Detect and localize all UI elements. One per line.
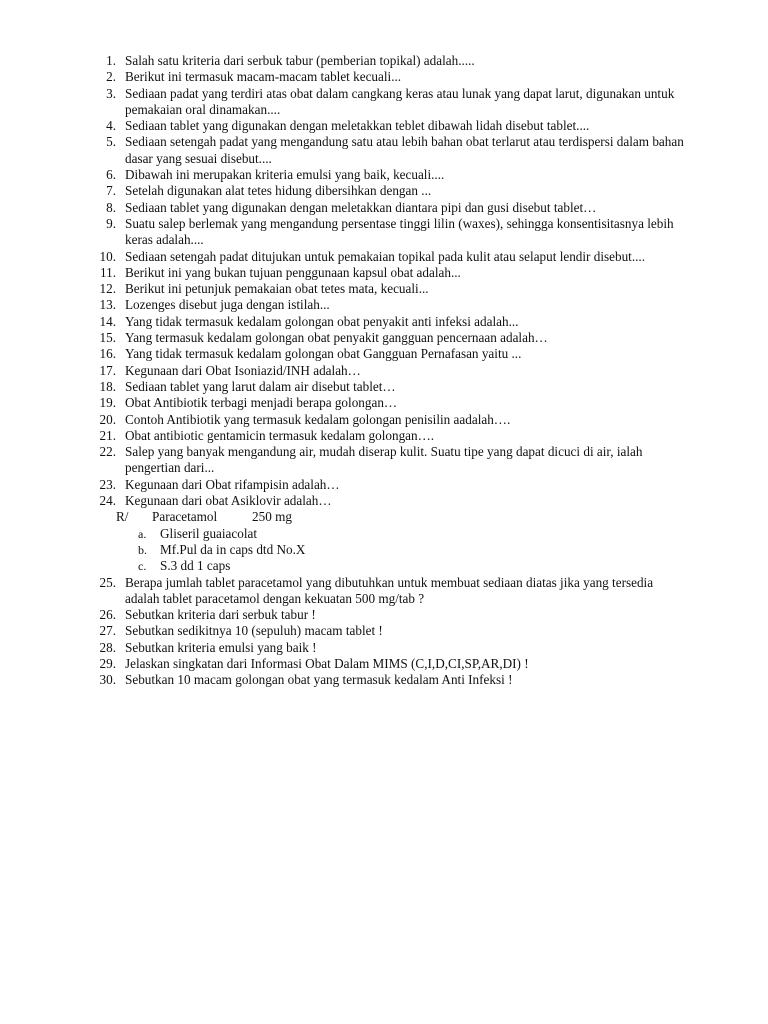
question-text: Sediaan tablet yang digunakan dengan meletakkan diantara pipi dan gusi disebut tablet… [125, 199, 597, 215]
question-number: 28. [99, 639, 116, 655]
question-number: 18. [99, 378, 116, 394]
question-item [86, 314, 686, 330]
prescription-option [138, 558, 686, 574]
question-item [86, 493, 686, 509]
question-text: Sebutkan kriteria emulsi yang baik ! [125, 639, 317, 655]
question-text: Sediaan padat yang terdiri atas obat dalam cangkang keras atau lunak yang dapat larut, digunakan untuk pemakaian oral dinamakan.... [125, 85, 675, 117]
question-number: 26. [99, 607, 116, 623]
question-number: 6. [106, 167, 116, 183]
question-text: Dibawah ini merupakan kriteria emulsi yang baik, kecuali.... [125, 167, 445, 183]
question-text: Kegunaan dari Obat Isoniazid/INH adalah… [125, 362, 361, 378]
option-text: S.3 dd 1 caps [160, 558, 231, 574]
question-item [86, 330, 686, 346]
question-text: Contoh Antibiotik yang termasuk kedalam golongan penisilin aadalah…. [125, 411, 511, 427]
question-text: Kegunaan dari obat Asiklovir adalah… [125, 493, 332, 509]
question-text: Sediaan setengah padat yang mengandung satu atau lebih bahan obat terlarut atau terdispersi dalam bahan dasar yang sesuai disebut.... [125, 134, 684, 166]
question-item [86, 118, 686, 134]
question-number: 25. [99, 574, 116, 590]
question-number: 12. [99, 281, 116, 297]
prescription-dose: 250 mg [252, 509, 292, 525]
option-letter: c. [138, 559, 147, 574]
question-text: Lozenges disebut juga dengan istilah... [125, 297, 330, 313]
question-list [86, 53, 686, 689]
question-item [86, 379, 686, 395]
question-item [86, 575, 686, 608]
question-number: 16. [99, 346, 116, 362]
question-item [86, 200, 686, 216]
question-item [86, 428, 686, 444]
question-number: 11. [100, 264, 116, 280]
option-text: Mf.Pul da in caps dtd No.X [160, 541, 306, 557]
prescription-drug: Paracetamol [152, 509, 218, 525]
question-number: 7. [106, 183, 116, 199]
rx-symbol: R/ [116, 509, 129, 525]
question-number: 21. [99, 427, 116, 443]
question-item [86, 297, 686, 313]
question-number: 2. [106, 69, 116, 85]
question-item [86, 216, 686, 249]
option-letter: a. [138, 526, 147, 541]
question-item [86, 134, 686, 167]
question-item [86, 412, 686, 428]
question-number: 22. [99, 444, 116, 460]
question-text: Sebutkan kriteria dari serbuk tabur ! [125, 607, 316, 623]
question-text: Sebutkan sedikitnya 10 (sepuluh) macam tablet ! [125, 623, 383, 639]
question-number: 14. [99, 313, 116, 329]
question-text: Berikut ini termasuk macam-macam tablet kecuali... [125, 69, 402, 85]
question-number: 4. [106, 118, 116, 134]
question-text: Berikut ini petunjuk pemakaian obat tetes mata, kecuali... [125, 281, 429, 297]
question-item [86, 53, 686, 69]
question-text: Suatu salep berlemak yang mengandung persentase tinggi lilin (waxes), sehingga konsentisitasnya lebih keras adalah.... [125, 215, 674, 248]
question-item [86, 395, 686, 411]
question-item [86, 477, 686, 493]
question-item [86, 69, 686, 85]
question-number: 30. [99, 672, 116, 688]
question-text: Sediaan setengah padat ditujukan untuk pemakaian topikal pada kulit atau selaput lendir disebut.... [125, 248, 646, 264]
question-text: Sebutkan 10 macam golongan obat yang termasuk kedalam Anti Infeksi ! [125, 672, 513, 688]
question-item [86, 86, 686, 119]
prescription-line [116, 509, 686, 525]
question-item [86, 167, 686, 183]
question-text: Setelah digunakan alat tetes hidung dibersihkan dengan ... [125, 183, 432, 199]
question-text: Obat Antibiotik terbagi menjadi berapa golongan… [125, 395, 398, 411]
question-text: Obat antibiotic gentamicin termasuk kedalam golongan…. [125, 427, 435, 443]
question-text: Berapa jumlah tablet paracetamol yang dibutuhkan untuk membuat sediaan diatas jika yang tersedia adalah tablet paracetamol dengan kekuatan 500 mg/tab ? [125, 574, 654, 606]
prescription-option [138, 526, 686, 542]
question-text: Sediaan tablet yang larut dalam air disebut tablet… [125, 378, 396, 394]
question-text: Salah satu kriteria dari serbuk tabur (pemberian topikal) adalah..... [125, 53, 475, 68]
question-text: Berikut ini yang bukan tujuan penggunaan kapsul obat adalah... [125, 264, 461, 280]
question-item [86, 363, 686, 379]
question-item [86, 640, 686, 656]
question-number: 13. [99, 297, 116, 313]
question-item [86, 281, 686, 297]
question-number: 9. [106, 215, 116, 231]
question-text: Yang tidak termasuk kedalam golongan obat Gangguan Pernafasan yaitu ... [125, 346, 522, 362]
question-item [86, 444, 686, 477]
question-number: 23. [99, 476, 116, 492]
prescription-option [138, 542, 686, 558]
question-number: 17. [99, 362, 116, 378]
question-number: 19. [99, 395, 116, 411]
question-item [86, 656, 686, 672]
question-item [86, 346, 686, 362]
question-number: 24. [99, 493, 116, 509]
question-number: 15. [99, 330, 116, 346]
question-text: Sediaan tablet yang digunakan dengan meletakkan teblet dibawah lidah disebut tablet.... [125, 118, 590, 134]
question-item [86, 249, 686, 265]
question-item [86, 265, 686, 281]
question-text: Kegunaan dari Obat rifampisin adalah… [125, 476, 340, 492]
question-text: Jelaskan singkatan dari Informasi Obat Dalam MIMS (C,I,D,CI,SP,AR,DI) ! [125, 655, 529, 671]
question-text: Salep yang banyak mengandung air, mudah diserap kulit. Suatu tipe yang dapat dicuci di air, ialah pengertian dari... [125, 444, 643, 476]
question-item [86, 623, 686, 639]
question-item [86, 607, 686, 623]
question-number: 1. [106, 53, 116, 68]
question-number: 27. [99, 623, 116, 639]
question-number: 8. [106, 199, 116, 215]
option-text: Gliseril guaiacolat [160, 525, 258, 541]
question-number: 5. [106, 134, 116, 150]
question-item [86, 183, 686, 199]
option-letter: b. [138, 542, 147, 557]
question-number: 3. [106, 85, 116, 101]
question-item [86, 672, 686, 688]
question-number: 10. [99, 248, 116, 264]
question-text: Yang tidak termasuk kedalam golongan obat penyakit anti infeksi adalah... [125, 313, 519, 329]
question-text: Yang termasuk kedalam golongan obat penyakit gangguan pencernaan adalah… [125, 330, 548, 346]
question-number: 20. [99, 411, 116, 427]
question-number: 29. [99, 655, 116, 671]
